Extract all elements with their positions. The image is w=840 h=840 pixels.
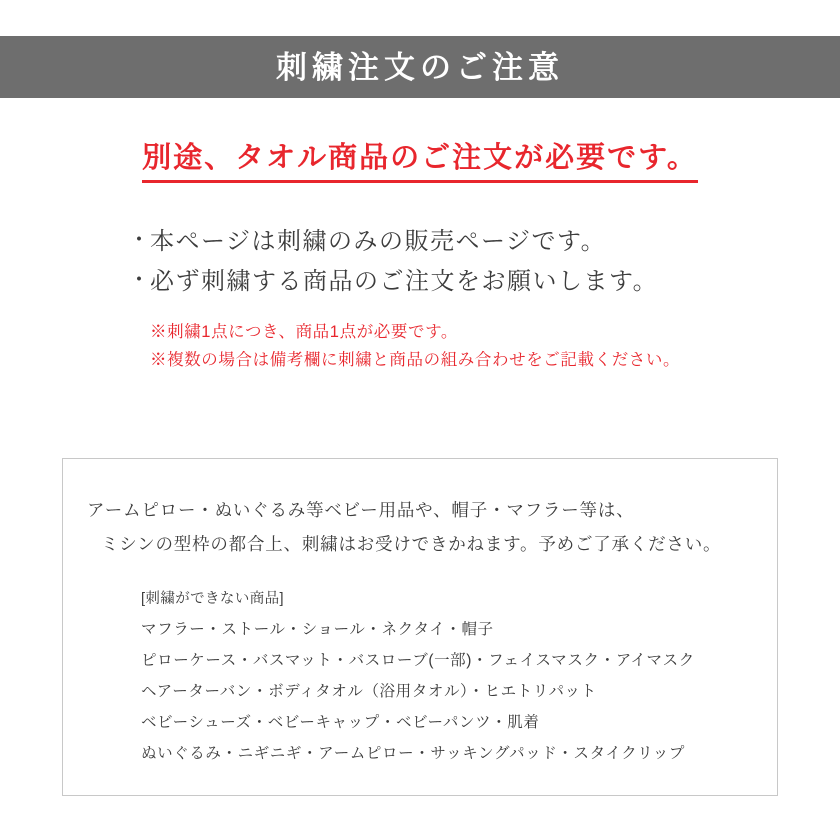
list-item-label: 必ず刺繍する商品のご注文をお願いします。 [150, 267, 659, 295]
header-band [0, 36, 840, 98]
exclusion-box [62, 458, 778, 796]
list-item: ベビーシューズ・ベビーキャップ・ベビーパンツ・肌着 [141, 714, 540, 731]
list-item: マフラー・ストール・ショール・ネクタイ・帽子 [141, 621, 494, 638]
lead-line: ミシンの型枠の都合上、刺繍はお受けできかねます。予めご了承ください。 [101, 534, 722, 555]
list-item [128, 262, 728, 302]
lead-line: アームピロー・ぬいぐるみ等ベビー用品や、帽子・マフラー等は、 [87, 500, 635, 520]
bullet-list [128, 222, 728, 301]
list-item: ぬいぐるみ・ニギニギ・アームピロー・サッキングパッド・スタイクリップ [141, 745, 685, 762]
bullet-dot-icon: ・ [128, 227, 152, 252]
note-line: ※複数の場合は備考欄に刺繍と商品の組み合わせをご記載ください。 [150, 351, 681, 370]
list-item [128, 222, 728, 262]
red-notes [150, 318, 790, 375]
headline-wrap [0, 140, 840, 183]
exclusion-lead [87, 493, 757, 561]
page-title: 刺繍注文のご注意 [276, 49, 564, 85]
exclusion-list [141, 585, 761, 769]
headline: 別途、タオル商品のご注文が必要です。 [142, 140, 698, 183]
list-item-label: 本ページは刺繍のみの販売ページです。 [150, 228, 607, 255]
list-item: ピローケース・バスマット・バスローブ(一部)・フェイスマスク・アイマスク [141, 652, 695, 669]
exclusion-list-title: [刺繍ができない商品] [141, 591, 284, 607]
list-item: ヘアーターバン・ボディタオル（浴用タオル）・ヒエトリパット [141, 683, 597, 700]
note-line: ※刺繍1点につき、商品1点が必要です。 [150, 323, 458, 341]
bullet-dot-icon: ・ [128, 266, 152, 292]
